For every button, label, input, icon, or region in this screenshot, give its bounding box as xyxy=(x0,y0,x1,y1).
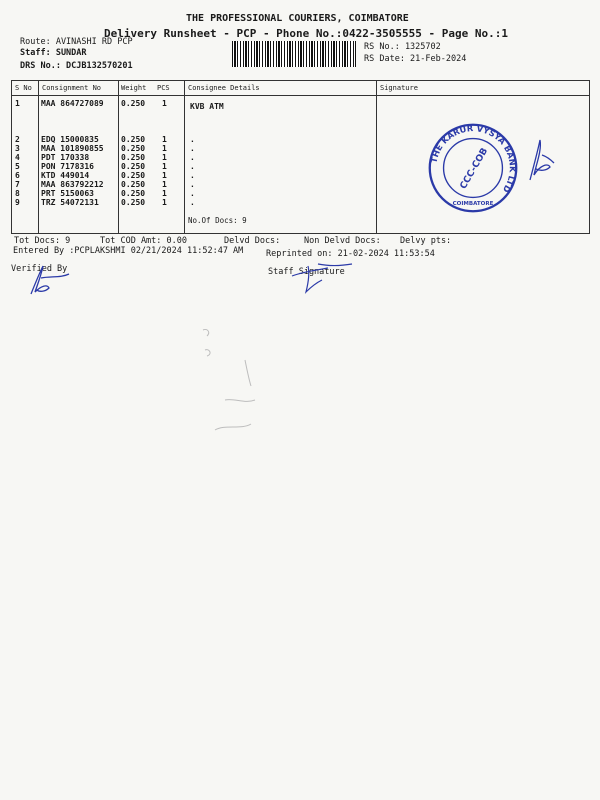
header-signature: Signature xyxy=(380,84,418,92)
stamp-text: THE KARUR VYSYA BANK LTD xyxy=(428,123,518,195)
page-title: Delivery Runsheet - PCP - Phone No.:0422-3505555 - Page No.:1 xyxy=(104,27,508,40)
verifier-signature xyxy=(25,262,75,298)
non-delvd-docs: Non Delvd Docs: xyxy=(304,236,381,246)
header-pcs: PCS xyxy=(157,84,170,92)
header-weight: Weight xyxy=(121,84,147,92)
tot-cod: Tot COD Amt: 0.00 xyxy=(100,236,187,246)
table-row: 2 EDQ 15000835 0.250 1 . xyxy=(15,135,195,144)
header-consignee: Consignee Details xyxy=(188,84,260,92)
table-row: 8 PRT 5150063 0.250 1 . xyxy=(15,189,195,198)
consignee-signature xyxy=(520,135,560,185)
staff-signature xyxy=(288,258,358,298)
barcode xyxy=(232,41,356,67)
tot-docs: Tot Docs: 9 xyxy=(14,236,71,246)
table-row: 7 MAA 863792212 0.250 1 . xyxy=(15,180,195,189)
rs-number: RS No.: 1325702 xyxy=(364,42,441,52)
stamp-sub: COIMBATORE xyxy=(452,200,494,207)
company-name: THE PROFESSIONAL COURIERS, COIMBATORE xyxy=(186,13,409,24)
table-row: 5 PON 7178316 0.250 1 . xyxy=(15,162,195,171)
table-row: 1 MAA 864727089 0.250 1 KVB ATM xyxy=(15,99,224,111)
no-of-docs: No.Of Docs: 9 xyxy=(188,216,247,225)
bank-stamp xyxy=(427,122,519,214)
header-consignment: Consignment No xyxy=(42,84,102,92)
rs-date: RS Date: 21-Feb-2024 xyxy=(364,54,467,64)
drs-number: DRS No.: DCJB132570201 xyxy=(20,61,133,71)
route-label: Route: AVINASHI RD PCP xyxy=(20,37,133,47)
table-row: 3 MAA 101890855 0.250 1 . xyxy=(15,144,195,153)
staff-label: Staff: SUNDAR xyxy=(20,48,87,58)
table-row: 9 TRZ 54072131 0.250 1 . xyxy=(15,198,195,207)
header-sno: S No xyxy=(15,84,32,92)
stamp-code: CCC-COB xyxy=(457,146,491,192)
staff-signature-label: Staff Signature xyxy=(268,267,345,277)
pencil-marks xyxy=(195,320,285,450)
delvd-docs: Delvd Docs: xyxy=(224,236,281,246)
verified-by: Verified By xyxy=(11,264,68,274)
table-row: 6 KTD 449014 0.250 1 . xyxy=(15,171,195,180)
entered-by: Entered By :PCPLAKSHMI 02/21/2024 11:52:47 AM xyxy=(13,246,244,256)
delvy-pts: Delvy pts: xyxy=(400,236,452,246)
table-row: 4 PDT 170338 0.250 1 . xyxy=(15,153,195,162)
reprinted-on: Reprinted on: 21-02-2024 11:53:54 xyxy=(266,249,435,259)
